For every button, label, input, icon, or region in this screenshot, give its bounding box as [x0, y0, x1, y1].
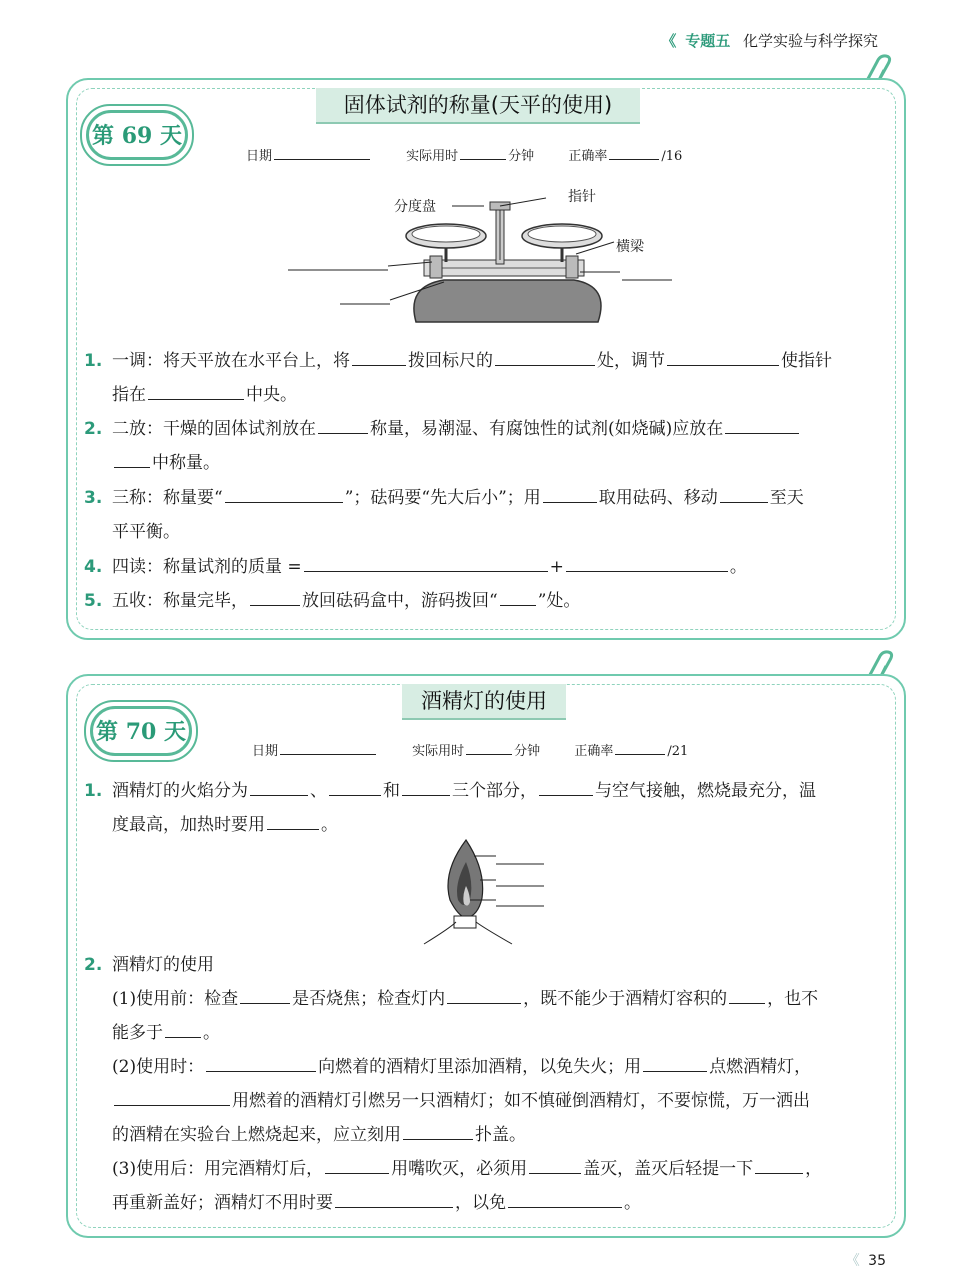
answer-blank[interactable] [667, 349, 779, 366]
day70-meta [252, 738, 688, 759]
answer-blank[interactable] [352, 349, 406, 366]
day70-question-2: 2. 酒精灯的使用 (1)使用前：检查 是否烧焦；检查灯内 ，既不能少于酒精灯容积的 ，也不 能多于 。 (2)使用时： 向燃着的酒精灯里添加酒精，以免失火；用 点燃酒精灯， 用燃着的酒精灯引燃另一只酒精灯；如不慎碰倒酒精灯，不要惊慌，万一洒出 的酒精在实验台上燃烧起来，应立刻用 扑盖。 (3)使用后：用完酒精灯后， 用嘴吹灭，必须用 盖灭，盖灭后轻提一下 ， 再重新盖好；酒精灯不用时要 ，以免 。 [84, 955, 823, 1213]
alcohol-lamp-flame-diagram [420, 836, 550, 948]
day69-question-1: 1. 一调：将天平放在水平台上，将 拨回标尺的 处，调节 使指针 指在 中央。 [84, 351, 832, 405]
header-topic: 专题五 [685, 32, 731, 50]
answer-blank[interactable] [539, 779, 593, 796]
accuracy-label: 正确率 [574, 744, 614, 759]
accuracy-field[interactable] [615, 738, 665, 755]
answer-blank[interactable] [543, 486, 597, 503]
accuracy-total: /16 [661, 149, 683, 164]
time-unit: 分钟 [508, 149, 535, 164]
answer-blank[interactable] [148, 383, 244, 400]
day70-question-1: 1. 酒精灯的火焰分为 、 和 三个部分， 与空气接触，燃烧最充分，温 度最高，加热时要用 。 [84, 781, 816, 835]
answer-blank[interactable] [447, 987, 521, 1004]
answer-blank[interactable] [725, 417, 799, 434]
date-label: 日期 [252, 744, 279, 759]
header-title: 化学实验与科学探究 [742, 32, 878, 50]
chevron-left-icon: 《 [661, 32, 677, 50]
date-field[interactable] [280, 738, 376, 755]
answer-blank[interactable] [729, 987, 765, 1004]
accuracy-label: 正确率 [568, 149, 608, 164]
answer-blank[interactable] [335, 1191, 453, 1208]
day69-question-2: 2. 二放：干燥的固体试剂放在 称量，易潮湿、有腐蚀性的试剂(如烧碱)应放在 中称量。 [84, 412, 884, 480]
answer-blank[interactable] [114, 451, 150, 468]
day69-title: 固体试剂的称量(天平的使用) [316, 88, 640, 124]
answer-blank[interactable] [225, 486, 343, 503]
beam-label: 横梁 [616, 239, 644, 255]
answer-blank[interactable] [114, 1089, 230, 1106]
answer-blank[interactable] [403, 1123, 473, 1140]
answer-blank[interactable] [250, 589, 300, 606]
day70-title: 酒精灯的使用 [402, 684, 566, 720]
day70-badge [84, 700, 198, 762]
answer-blank[interactable] [329, 779, 381, 796]
balance-diagram [284, 182, 684, 342]
day69-question-4: 4. 四读：称量试剂的质量 = + 。 [84, 557, 747, 577]
accuracy-total: /21 [667, 744, 689, 759]
answer-blank[interactable] [267, 813, 319, 830]
day70-badge-label: 第 70 天 [90, 706, 192, 756]
day69-question-3: 3. 三称：称量要“ ”；砝码要“先大后小”；用 取用砝码、移动 至天 平平衡。 [84, 488, 804, 542]
time-unit: 分钟 [514, 744, 541, 759]
page-number-value: 35 [868, 1253, 886, 1269]
answer-blank[interactable] [318, 417, 368, 434]
day69-question-5: 5. 五收：称量完毕， 放回砝码盒中，游码拨回“ ”处。 [84, 591, 581, 611]
time-label: 实际用时 [406, 149, 459, 164]
time-field[interactable] [466, 738, 512, 755]
day69-badge-label: 第 69 天 [86, 110, 188, 160]
answer-blank[interactable] [402, 779, 450, 796]
day69-badge [80, 104, 194, 166]
answer-blank[interactable] [165, 1021, 201, 1038]
accuracy-field[interactable] [609, 143, 659, 160]
answer-blank[interactable] [529, 1157, 581, 1174]
answer-blank[interactable] [508, 1191, 622, 1208]
answer-blank[interactable] [206, 1055, 316, 1072]
chevron-left-icon: 《 [845, 1253, 860, 1269]
time-label: 实际用时 [412, 744, 465, 759]
answer-blank[interactable] [643, 1055, 707, 1072]
answer-blank[interactable] [325, 1157, 389, 1174]
answer-blank[interactable] [720, 486, 768, 503]
date-field[interactable] [274, 143, 370, 160]
answer-blank[interactable] [304, 555, 548, 572]
page-number [846, 1250, 886, 1270]
date-label: 日期 [246, 149, 273, 164]
answer-blank[interactable] [566, 555, 728, 572]
answer-blank[interactable] [240, 987, 290, 1004]
pointer-label: 指针 [568, 189, 596, 205]
time-field[interactable] [460, 143, 506, 160]
answer-blank[interactable] [495, 349, 595, 366]
day69-meta [246, 143, 682, 164]
answer-blank[interactable] [250, 779, 308, 796]
answer-blank[interactable] [755, 1157, 803, 1174]
answer-blank[interactable] [500, 589, 536, 606]
page-header [661, 30, 878, 51]
dial-label: 分度盘 [394, 199, 436, 215]
